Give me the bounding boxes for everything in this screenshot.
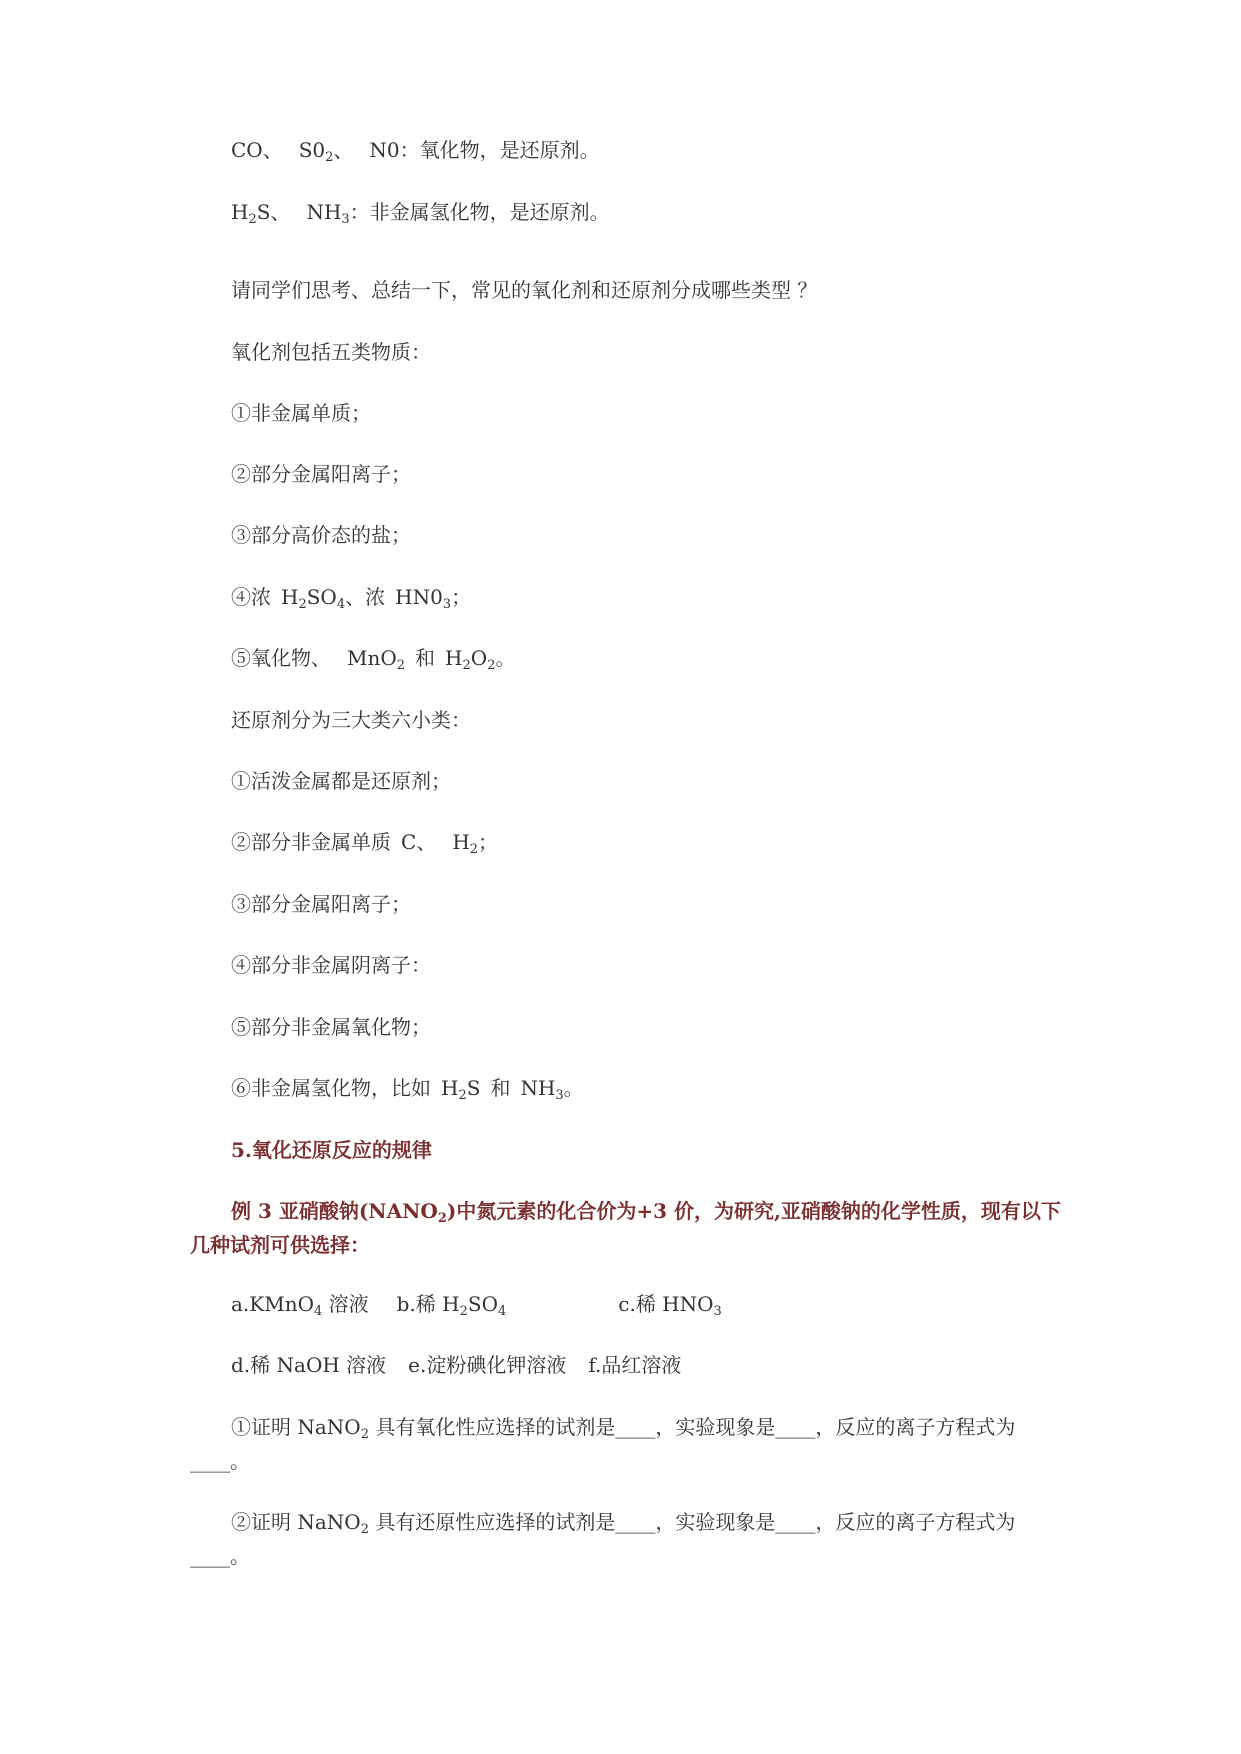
subscript: 4: [497, 1304, 507, 1319]
subscript: 2: [396, 658, 406, 673]
list-item-red6: [231, 1075, 584, 1101]
text-part: 、浓: [345, 585, 386, 609]
text-part: ②部分非金属单质: [231, 830, 391, 854]
text-co: CO、: [231, 138, 283, 162]
list-item-red5: ⑤部分非金属氧化物；: [231, 1015, 431, 1039]
option-b: b.稀 H: [396, 1292, 460, 1316]
text-no: N0：氧化物，是还原剂。: [369, 138, 600, 162]
subscript: 2: [459, 1304, 468, 1319]
list-item-ox5: [231, 645, 515, 671]
example-paragraph: [190, 1194, 1070, 1262]
list-item-red1: ①活泼金属都是还原剂；: [231, 769, 451, 793]
text-line-question: 请同学们思考、总结一下，常见的氧化剂和还原剂分成哪些类型 ？: [231, 278, 818, 302]
subscript: 2: [462, 658, 471, 673]
text-part: 和: [415, 646, 436, 670]
list-item-ox2: ②部分金属阳离子；: [231, 462, 411, 486]
text-s: S、: [256, 200, 291, 224]
subscript: 2: [360, 1427, 369, 1442]
list-item-ox4: [231, 584, 471, 610]
text-line-oxidizer-heading: 氧化剂包括五类物质：: [231, 340, 431, 364]
option-c: c.稀 HNO: [618, 1292, 714, 1316]
text-line-hydrides: [231, 199, 610, 225]
text-part: )中氮元素的化合价为+3 价，为研究,亚硝酸钠的化学性质，现有以下几种试剂可供选择：: [190, 1199, 1061, 1257]
list-item-red3: ③部分金属阳离子；: [231, 892, 411, 916]
subscript: 2: [248, 212, 257, 227]
subscript: 2: [458, 1088, 467, 1103]
option-a-suffix: 溶液: [322, 1292, 369, 1316]
text-part: 。: [563, 1076, 584, 1100]
text-part: 。: [495, 646, 516, 670]
text-part: ；: [451, 585, 472, 609]
text-part: ⑤氧化物、: [231, 646, 331, 670]
option-e: e.淀粉碘化钾溶液: [408, 1353, 567, 1377]
subscript: 2: [487, 658, 496, 673]
list-item-red4: ④部分非金属阴离子：: [231, 953, 431, 977]
text-nh: NH: [306, 200, 342, 224]
subscript: 2: [325, 150, 334, 165]
option-f: f.品红溶液: [588, 1353, 682, 1377]
text-part: H: [281, 585, 299, 609]
subscript: 2: [298, 597, 307, 612]
text-part: HN0: [395, 585, 443, 609]
text-so2: S0: [298, 138, 326, 162]
text-h: H: [231, 200, 249, 224]
question-2: [190, 1505, 1070, 1573]
subscript: 3: [442, 597, 452, 612]
text-desc: ：非金属氢化物，是还原剂。: [349, 200, 610, 224]
option-a: a.KMnO: [231, 1292, 314, 1316]
text-part: H: [445, 646, 463, 670]
subscript: 4: [313, 1304, 323, 1319]
text-part: 具有还原性应选择的试剂是____，实验现象是____，反应的离子方程式为____。: [190, 1510, 1016, 1568]
list-item-ox3: ③部分高价态的盐；: [231, 523, 411, 547]
subscript: 3: [713, 1304, 722, 1319]
text-part: ；: [478, 830, 499, 854]
text-part: ②证明 NaNO: [231, 1510, 361, 1534]
question-1: [190, 1410, 1070, 1478]
text-part: H: [441, 1076, 459, 1100]
subscript: 3: [555, 1088, 564, 1103]
text-part: ⑥非金属氢化物，比如: [231, 1076, 431, 1100]
text-line-reducer-heading: 还原剂分为三大类六小类：: [231, 708, 471, 732]
text-sep: 、: [333, 138, 354, 162]
list-item-ox1: ①非金属单质；: [231, 401, 371, 425]
text-part: ④浓: [231, 585, 271, 609]
text-part: S: [466, 1076, 481, 1100]
text-part: ①证明 NaNO: [231, 1415, 361, 1439]
text-part: C、: [401, 830, 437, 854]
option-b-part: SO: [467, 1292, 498, 1316]
subscript: 2: [360, 1522, 369, 1537]
text-part: MnO: [347, 646, 397, 670]
section-heading: 5.氧化还原反应的规律: [231, 1138, 432, 1162]
options-line-1: [231, 1291, 722, 1317]
text-part: O: [470, 646, 488, 670]
text-part: H: [452, 830, 470, 854]
text-part: 例 3 亚硝酸钠(NANO: [231, 1199, 438, 1223]
text-part: 和: [490, 1076, 511, 1100]
text-line-oxides: [231, 137, 600, 163]
text-part: NH: [520, 1076, 556, 1100]
subscript: 3: [341, 212, 350, 227]
subscript: 4: [336, 597, 346, 612]
subscript: 2: [469, 842, 479, 857]
option-d: d.稀 NaOH 溶液: [231, 1353, 387, 1377]
text-part: 具有氧化性应选择的试剂是____，实验现象是____，反应的离子方程式为____。: [190, 1415, 1016, 1473]
subscript: 2: [437, 1211, 447, 1226]
list-item-red2: [231, 829, 498, 855]
text-part: SO: [306, 585, 337, 609]
options-line-2: [231, 1352, 681, 1378]
